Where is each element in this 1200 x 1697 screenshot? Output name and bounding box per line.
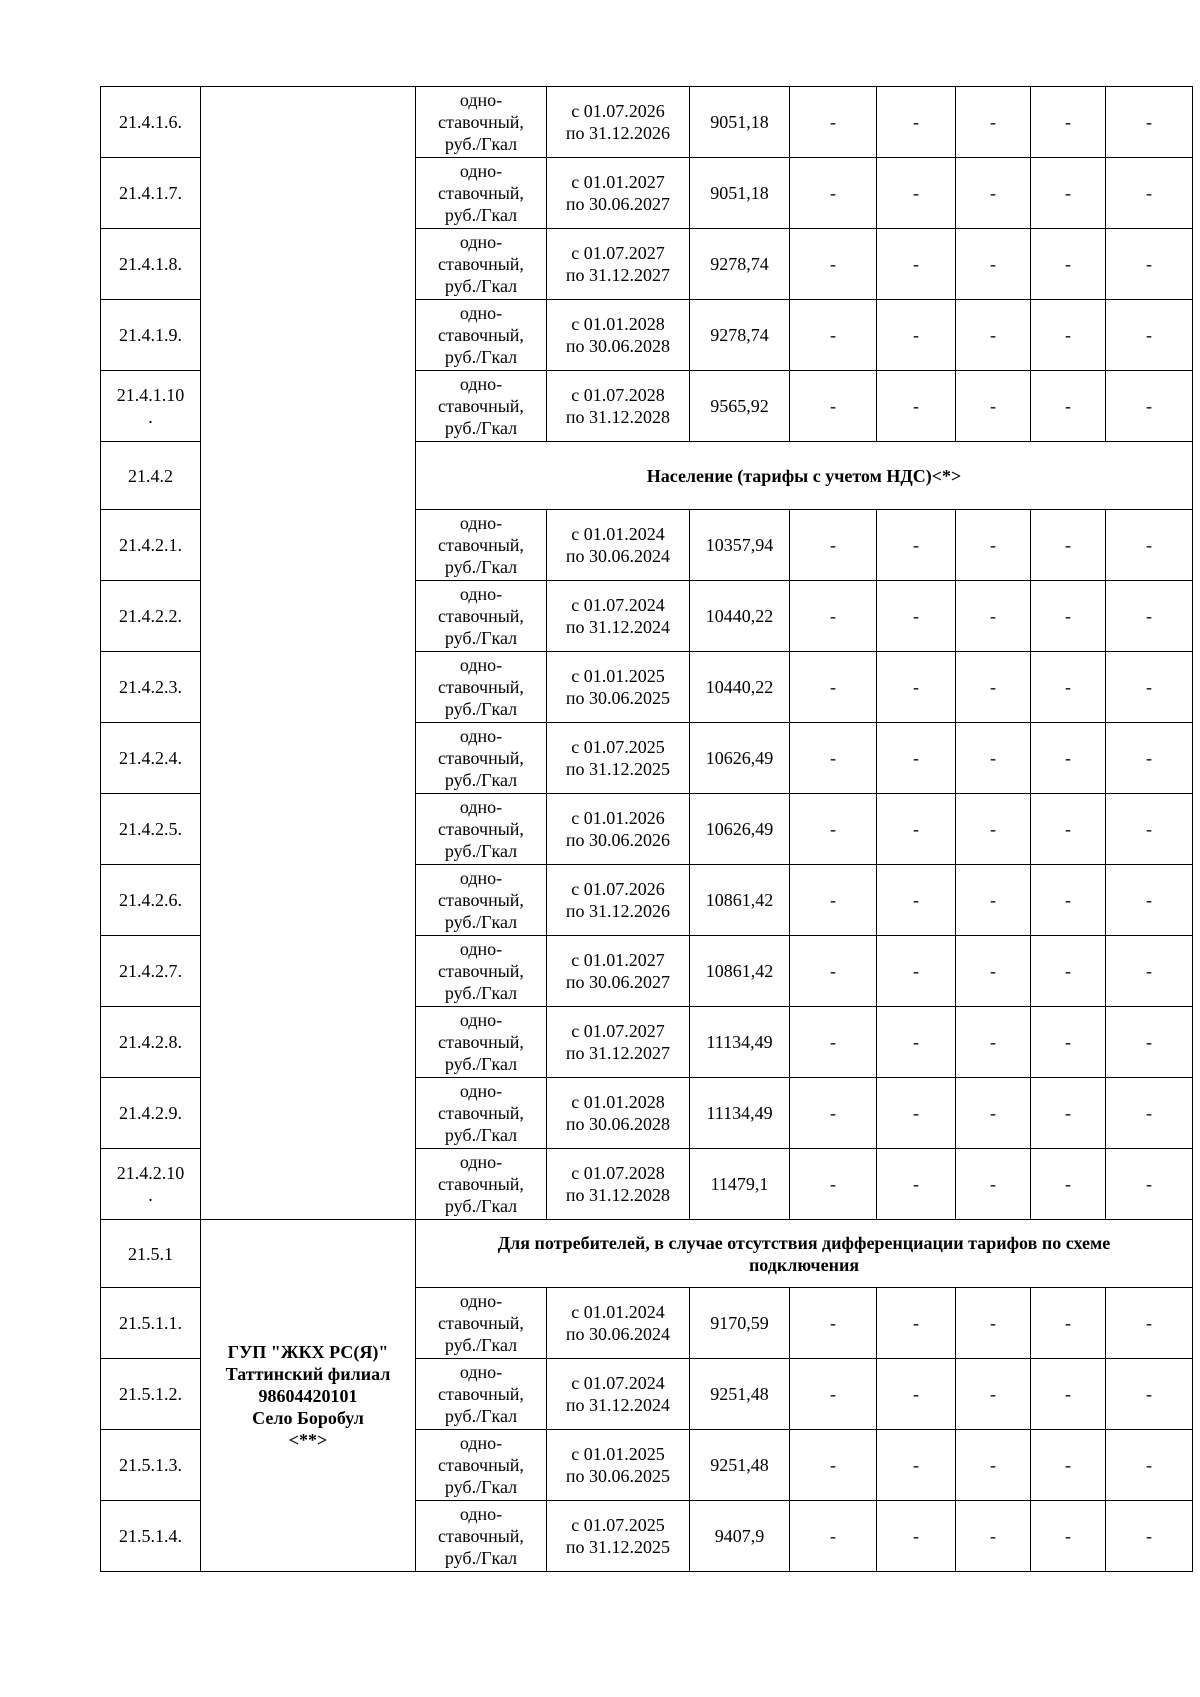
period-cell: с 01.01.2027 по 30.06.2027 <box>547 158 690 229</box>
row-number-cell: 21.4.1.8. <box>101 229 201 300</box>
empty-value-cell: - <box>1106 300 1193 371</box>
tariff-value-cell: 11134,49 <box>690 1078 790 1149</box>
period-cell: с 01.07.2028 по 31.12.2028 <box>547 371 690 442</box>
organization-cell-empty <box>201 87 416 1220</box>
rate-type-cell: одно- ставочный, руб./Гкал <box>416 865 547 936</box>
empty-value-cell: - <box>1031 87 1106 158</box>
tariff-value-cell: 10626,49 <box>690 794 790 865</box>
empty-value-cell: - <box>790 1501 877 1572</box>
empty-value-cell: - <box>877 1288 956 1359</box>
empty-value-cell: - <box>1106 229 1193 300</box>
empty-value-cell: - <box>1106 581 1193 652</box>
rate-type-cell: одно- ставочный, руб./Гкал <box>416 1501 547 1572</box>
tariff-table <box>100 86 1193 1572</box>
empty-value-cell: - <box>1031 1288 1106 1359</box>
rate-type-cell: одно- ставочный, руб./Гкал <box>416 1359 547 1430</box>
rate-type-cell: одно- ставочный, руб./Гкал <box>416 510 547 581</box>
empty-value-cell: - <box>1106 794 1193 865</box>
organization-line: ГУП "ЖКХ РС(Я)" <box>227 1341 389 1362</box>
empty-value-cell: - <box>1106 158 1193 229</box>
row-number-cell: 21.5.1.1. <box>101 1288 201 1359</box>
empty-value-cell: - <box>956 300 1031 371</box>
period-cell: с 01.01.2024 по 30.06.2024 <box>547 1288 690 1359</box>
empty-value-cell: - <box>877 1007 956 1078</box>
period-cell: с 01.07.2026 по 31.12.2026 <box>547 87 690 158</box>
tariff-value-cell: 9251,48 <box>690 1430 790 1501</box>
tariff-value-cell: 9051,18 <box>690 158 790 229</box>
empty-value-cell: - <box>1031 229 1106 300</box>
period-cell: с 01.01.2027 по 30.06.2027 <box>547 936 690 1007</box>
row-number-cell: 21.4.1.10 . <box>101 371 201 442</box>
empty-value-cell: - <box>877 229 956 300</box>
period-cell: с 01.07.2027 по 31.12.2027 <box>547 229 690 300</box>
empty-value-cell: - <box>877 652 956 723</box>
empty-value-cell: - <box>877 1078 956 1149</box>
rate-type-cell: одно- ставочный, руб./Гкал <box>416 1288 547 1359</box>
empty-value-cell: - <box>956 936 1031 1007</box>
empty-value-cell: - <box>1106 1007 1193 1078</box>
empty-value-cell: - <box>1031 158 1106 229</box>
row-number-cell: 21.4.2.9. <box>101 1078 201 1149</box>
row-number-cell: 21.4.1.6. <box>101 87 201 158</box>
empty-value-cell: - <box>1031 300 1106 371</box>
empty-value-cell: - <box>956 1501 1031 1572</box>
row-number-cell: 21.4.2.4. <box>101 723 201 794</box>
empty-value-cell: - <box>1031 1430 1106 1501</box>
empty-value-cell: - <box>877 510 956 581</box>
empty-value-cell: - <box>1031 936 1106 1007</box>
tariff-value-cell: 10440,22 <box>690 581 790 652</box>
table-row <box>101 87 1193 158</box>
row-number-cell: 21.4.2 <box>101 442 201 510</box>
rate-type-cell: одно- ставочный, руб./Гкал <box>416 1007 547 1078</box>
rate-type-cell: одно- ставочный, руб./Гкал <box>416 300 547 371</box>
empty-value-cell: - <box>956 723 1031 794</box>
empty-value-cell: - <box>1031 510 1106 581</box>
empty-value-cell: - <box>1031 794 1106 865</box>
empty-value-cell: - <box>790 865 877 936</box>
empty-value-cell: - <box>1031 652 1106 723</box>
row-number-cell: 21.4.2.5. <box>101 794 201 865</box>
empty-value-cell: - <box>956 1430 1031 1501</box>
empty-value-cell: - <box>1031 1007 1106 1078</box>
row-number-cell: 21.4.1.9. <box>101 300 201 371</box>
empty-value-cell: - <box>956 1078 1031 1149</box>
period-cell: с 01.07.2025 по 31.12.2025 <box>547 1501 690 1572</box>
section-title-cell: Для потребителей, в случае отсутствия дифференциации тарифов по схеме подключения <box>416 1220 1193 1288</box>
row-number-cell: 21.4.2.6. <box>101 865 201 936</box>
rate-type-cell: одно- ставочный, руб./Гкал <box>416 581 547 652</box>
empty-value-cell: - <box>956 158 1031 229</box>
empty-value-cell: - <box>956 1149 1031 1220</box>
empty-value-cell: - <box>1031 723 1106 794</box>
organization-line: <**> <box>288 1429 328 1450</box>
row-number-cell: 21.4.2.8. <box>101 1007 201 1078</box>
tariff-value-cell: 10357,94 <box>690 510 790 581</box>
period-cell: с 01.07.2024 по 31.12.2024 <box>547 581 690 652</box>
tariff-value-cell: 11134,49 <box>690 1007 790 1078</box>
empty-value-cell: - <box>1106 1430 1193 1501</box>
empty-value-cell: - <box>877 865 956 936</box>
empty-value-cell: - <box>1106 1078 1193 1149</box>
empty-value-cell: - <box>1106 371 1193 442</box>
period-cell: с 01.01.2024 по 30.06.2024 <box>547 510 690 581</box>
empty-value-cell: - <box>1106 1359 1193 1430</box>
table-body <box>101 87 1193 1572</box>
empty-value-cell: - <box>877 723 956 794</box>
empty-value-cell: - <box>877 158 956 229</box>
empty-value-cell: - <box>1106 652 1193 723</box>
empty-value-cell: - <box>1031 581 1106 652</box>
empty-value-cell: - <box>790 158 877 229</box>
empty-value-cell: - <box>790 652 877 723</box>
empty-value-cell: - <box>1106 1501 1193 1572</box>
empty-value-cell: - <box>877 581 956 652</box>
row-number-cell: 21.5.1.4. <box>101 1501 201 1572</box>
empty-value-cell: - <box>956 1359 1031 1430</box>
rate-type-cell: одно- ставочный, руб./Гкал <box>416 87 547 158</box>
empty-value-cell: - <box>877 794 956 865</box>
empty-value-cell: - <box>790 794 877 865</box>
period-cell: с 01.01.2025 по 30.06.2025 <box>547 652 690 723</box>
period-cell: с 01.07.2028 по 31.12.2028 <box>547 1149 690 1220</box>
empty-value-cell: - <box>1106 1288 1193 1359</box>
empty-value-cell: - <box>877 1149 956 1220</box>
tariff-value-cell: 10626,49 <box>690 723 790 794</box>
empty-value-cell: - <box>877 936 956 1007</box>
empty-value-cell: - <box>1031 1359 1106 1430</box>
organization-line: Таттинский филиал <box>225 1363 391 1384</box>
rate-type-cell: одно- ставочный, руб./Гкал <box>416 229 547 300</box>
empty-value-cell: - <box>1031 1501 1106 1572</box>
period-cell: с 01.07.2024 по 31.12.2024 <box>547 1359 690 1430</box>
rate-type-cell: одно- ставочный, руб./Гкал <box>416 371 547 442</box>
empty-value-cell: - <box>1031 865 1106 936</box>
empty-value-cell: - <box>790 87 877 158</box>
tariff-value-cell: 10861,42 <box>690 865 790 936</box>
row-number-cell: 21.4.1.7. <box>101 158 201 229</box>
period-cell: с 01.01.2025 по 30.06.2025 <box>547 1430 690 1501</box>
empty-value-cell: - <box>1106 936 1193 1007</box>
period-cell: с 01.07.2025 по 31.12.2025 <box>547 723 690 794</box>
tariff-value-cell: 11479,1 <box>690 1149 790 1220</box>
tariff-value-cell: 9565,92 <box>690 371 790 442</box>
empty-value-cell: - <box>790 1288 877 1359</box>
empty-value-cell: - <box>956 229 1031 300</box>
empty-value-cell: - <box>956 1007 1031 1078</box>
section-row <box>101 1220 1193 1288</box>
tariff-value-cell: 10861,42 <box>690 936 790 1007</box>
tariff-value-cell: 9407,9 <box>690 1501 790 1572</box>
empty-value-cell: - <box>1106 1149 1193 1220</box>
empty-value-cell: - <box>790 1430 877 1501</box>
tariff-value-cell: 9051,18 <box>690 87 790 158</box>
empty-value-cell: - <box>877 1501 956 1572</box>
empty-value-cell: - <box>1106 510 1193 581</box>
rate-type-cell: одно- ставочный, руб./Гкал <box>416 652 547 723</box>
tariff-value-cell: 9170,59 <box>690 1288 790 1359</box>
tariff-value-cell: 9278,74 <box>690 300 790 371</box>
empty-value-cell: - <box>877 300 956 371</box>
period-cell: с 01.01.2028 по 30.06.2028 <box>547 300 690 371</box>
period-cell: с 01.01.2026 по 30.06.2026 <box>547 794 690 865</box>
empty-value-cell: - <box>956 652 1031 723</box>
empty-value-cell: - <box>790 1359 877 1430</box>
empty-value-cell: - <box>790 1007 877 1078</box>
empty-value-cell: - <box>790 936 877 1007</box>
period-cell: с 01.01.2028 по 30.06.2028 <box>547 1078 690 1149</box>
empty-value-cell: - <box>790 229 877 300</box>
empty-value-cell: - <box>1031 1149 1106 1220</box>
empty-value-cell: - <box>790 1149 877 1220</box>
empty-value-cell: - <box>790 371 877 442</box>
organization-line: 98604420101 <box>258 1385 358 1406</box>
rate-type-cell: одно- ставочный, руб./Гкал <box>416 1078 547 1149</box>
rate-type-cell: одно- ставочный, руб./Гкал <box>416 794 547 865</box>
row-number-cell: 21.4.2.3. <box>101 652 201 723</box>
empty-value-cell: - <box>956 581 1031 652</box>
tariff-value-cell: 9251,48 <box>690 1359 790 1430</box>
rate-type-cell: одно- ставочный, руб./Гкал <box>416 1430 547 1501</box>
empty-value-cell: - <box>1106 87 1193 158</box>
empty-value-cell: - <box>790 300 877 371</box>
organization-line: Село Боробул <box>252 1407 364 1428</box>
row-number-cell: 21.5.1.3. <box>101 1430 201 1501</box>
rate-type-cell: одно- ставочный, руб./Гкал <box>416 723 547 794</box>
rate-type-cell: одно- ставочный, руб./Гкал <box>416 936 547 1007</box>
empty-value-cell: - <box>956 794 1031 865</box>
empty-value-cell: - <box>1106 865 1193 936</box>
period-cell: с 01.07.2026 по 31.12.2026 <box>547 865 690 936</box>
period-cell: с 01.07.2027 по 31.12.2027 <box>547 1007 690 1078</box>
empty-value-cell: - <box>1031 1078 1106 1149</box>
empty-value-cell: - <box>790 510 877 581</box>
organization-cell <box>201 1220 416 1572</box>
empty-value-cell: - <box>877 1430 956 1501</box>
tariff-value-cell: 10440,22 <box>690 652 790 723</box>
row-number-cell: 21.4.2.10 . <box>101 1149 201 1220</box>
row-number-cell: 21.5.1.2. <box>101 1359 201 1430</box>
empty-value-cell: - <box>1031 371 1106 442</box>
row-number-cell: 21.4.2.2. <box>101 581 201 652</box>
rate-type-cell: одно- ставочный, руб./Гкал <box>416 158 547 229</box>
row-number-cell: 21.4.2.7. <box>101 936 201 1007</box>
rate-type-cell: одно- ставочный, руб./Гкал <box>416 1149 547 1220</box>
empty-value-cell: - <box>956 87 1031 158</box>
empty-value-cell: - <box>790 581 877 652</box>
empty-value-cell: - <box>956 510 1031 581</box>
empty-value-cell: - <box>956 865 1031 936</box>
empty-value-cell: - <box>790 723 877 794</box>
empty-value-cell: - <box>877 87 956 158</box>
empty-value-cell: - <box>877 371 956 442</box>
row-number-cell: 21.5.1 <box>101 1220 201 1288</box>
empty-value-cell: - <box>956 1288 1031 1359</box>
empty-value-cell: - <box>790 1078 877 1149</box>
empty-value-cell: - <box>956 371 1031 442</box>
empty-value-cell: - <box>877 1359 956 1430</box>
section-title-cell: Население (тарифы с учетом НДС)<*> <box>416 442 1193 510</box>
empty-value-cell: - <box>1106 723 1193 794</box>
row-number-cell: 21.4.2.1. <box>101 510 201 581</box>
tariff-value-cell: 9278,74 <box>690 229 790 300</box>
